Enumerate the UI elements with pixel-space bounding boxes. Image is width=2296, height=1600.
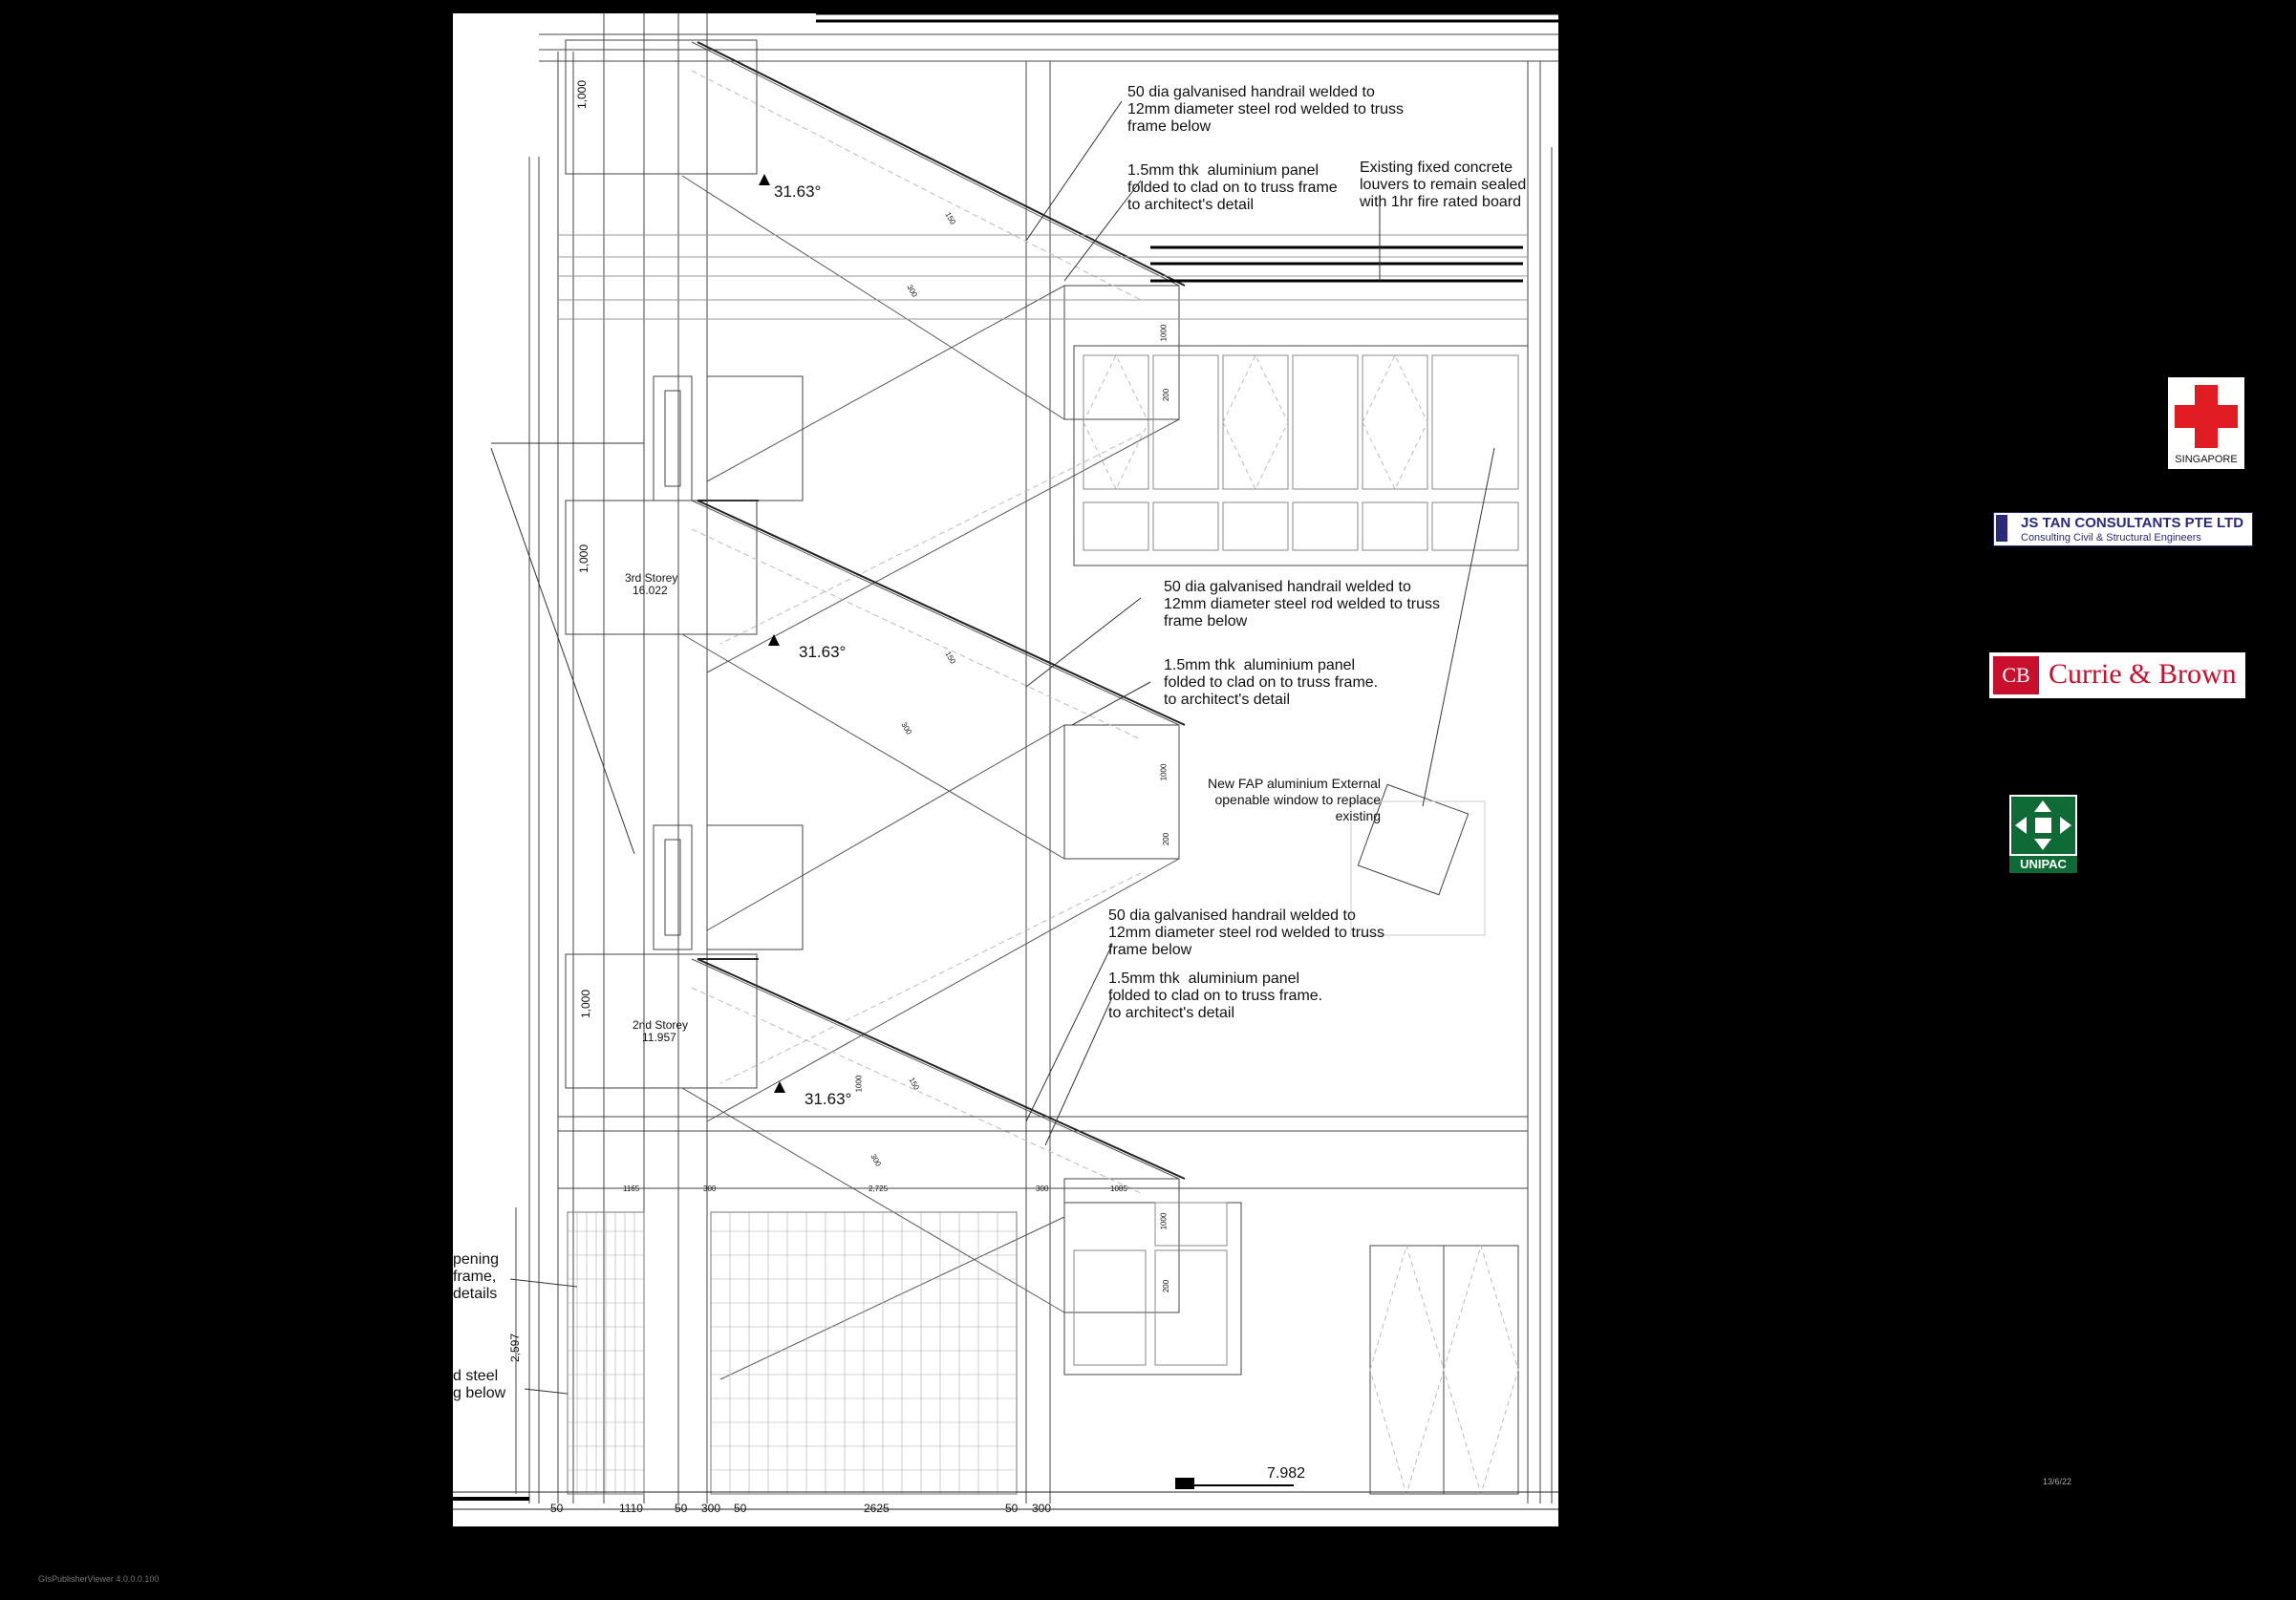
- dim-1000-mid: 1,000: [577, 544, 591, 574]
- dim-bottom-6: 2625: [864, 1502, 890, 1515]
- note-panel-low: 1.5mm thk aluminium panel folded to clad on to truss frame. to architect's detail: [1108, 971, 1323, 1021]
- angle-label-top: 31.63°: [774, 182, 822, 201]
- currie-mark: CB: [1993, 656, 2039, 694]
- redcross-logo: [2168, 377, 2244, 469]
- currie-name: Currie & Brown: [2049, 658, 2237, 690]
- jstan-mark: [1996, 515, 2007, 542]
- dim-stair-150-low: 150: [907, 1076, 921, 1092]
- dim-stair-150-top: 150: [943, 210, 957, 226]
- level-3rd-name: 3rd Storey: [625, 571, 678, 585]
- dim-stair-300-low: 300: [869, 1152, 883, 1168]
- sheet-date: 13/6/22: [2043, 1477, 2072, 1486]
- dim-landing-200-mid: 200: [1162, 832, 1171, 846]
- dim-stair-150-mid: 150: [943, 650, 957, 666]
- dim-bottom-8: 300: [1032, 1502, 1052, 1515]
- angle-label-mid: 31.63°: [799, 643, 847, 661]
- redcross-label: SINGAPORE: [2175, 454, 2238, 465]
- dim-inner-5: 1085: [1110, 1184, 1127, 1193]
- unipac-arrows-icon: [2009, 795, 2077, 856]
- unipac-logo: [2009, 795, 2077, 873]
- currie-brown-logo: [1989, 652, 2245, 698]
- angle-label-low: 31.63°: [805, 1090, 852, 1108]
- note-louvers: Existing fixed concrete louvers to remain sealed with 1hr fire rated board: [1360, 160, 1527, 210]
- dim-stair-1000-low: 1000: [854, 1075, 864, 1093]
- dim-bottom-7: 50: [1005, 1502, 1019, 1515]
- level-2nd-name: 2nd Storey: [633, 1018, 689, 1032]
- level-3rd-value: 16.022: [633, 584, 668, 597]
- dim-landing-1000-mid: 1000: [1159, 763, 1169, 781]
- dim-landing-1000-low: 1000: [1159, 1212, 1169, 1230]
- dim-landing-200-top: 200: [1162, 388, 1171, 402]
- dim-1000-top: 1,000: [575, 79, 590, 110]
- note-window: New FAP aluminium External openable window to replace existing: [1208, 776, 1382, 823]
- dim-bottom-1: 50: [550, 1502, 564, 1515]
- footer-version: GIsPublisherViewer 4.0.0.0.100: [38, 1574, 160, 1584]
- dim-bottom-5: 50: [734, 1502, 747, 1515]
- dim-inner-4: 300: [1036, 1184, 1049, 1193]
- dim-1000-low: 1,000: [579, 989, 593, 1019]
- dim-bottom-3: 50: [675, 1502, 688, 1515]
- stair-elevation-drawing: [453, 13, 1558, 1526]
- dim-landing-1000-top: 1000: [1159, 324, 1169, 342]
- dim-2597: 2,597: [508, 1333, 523, 1363]
- level-2nd-value: 11.957: [642, 1031, 676, 1044]
- dim-bottom-4: 300: [701, 1502, 721, 1515]
- note-panel-top: 1.5mm thk aluminium panel folded to clad on to truss frame to architect's detail: [1127, 162, 1338, 213]
- dim-landing-200-low: 200: [1162, 1279, 1171, 1293]
- jstan-logo: [1993, 512, 2253, 546]
- dim-stair-300-top: 300: [905, 283, 919, 299]
- dim-stair-300-mid: 300: [899, 720, 913, 736]
- note-handrail-mid: 50 dia galvanised handrail welded to 12mm diameter steel rod welded to truss frame below: [1164, 579, 1441, 629]
- dim-7982: 7.982: [1267, 1465, 1306, 1482]
- dim-inner-1: 1165: [623, 1184, 640, 1193]
- note-panel-mid: 1.5mm thk aluminium panel folded to clad on to truss frame. to architect's detail: [1164, 657, 1379, 708]
- dim-inner-3: 2,725: [869, 1184, 889, 1193]
- drawing-sheet: [453, 13, 1558, 1526]
- note-steel-partial: d steel g below: [453, 1368, 506, 1401]
- unipac-label: UNIPAC: [2009, 856, 2077, 873]
- dim-inner-2: 300: [703, 1184, 717, 1193]
- jstan-sub: Consulting Civil & Structural Engineers: [2021, 532, 2201, 544]
- jstan-name: JS TAN CONSULTANTS PTE LTD: [2021, 515, 2244, 531]
- dim-bottom-2: 1110: [619, 1502, 643, 1515]
- note-handrail-top: 50 dia galvanised handrail welded to 12mm diameter steel rod welded to truss frame below: [1127, 84, 1405, 135]
- note-handrail-low: 50 dia galvanised handrail welded to 12mm diameter steel rod welded to truss frame below: [1108, 907, 1385, 958]
- note-opening-partial: pening frame, details: [453, 1251, 500, 1302]
